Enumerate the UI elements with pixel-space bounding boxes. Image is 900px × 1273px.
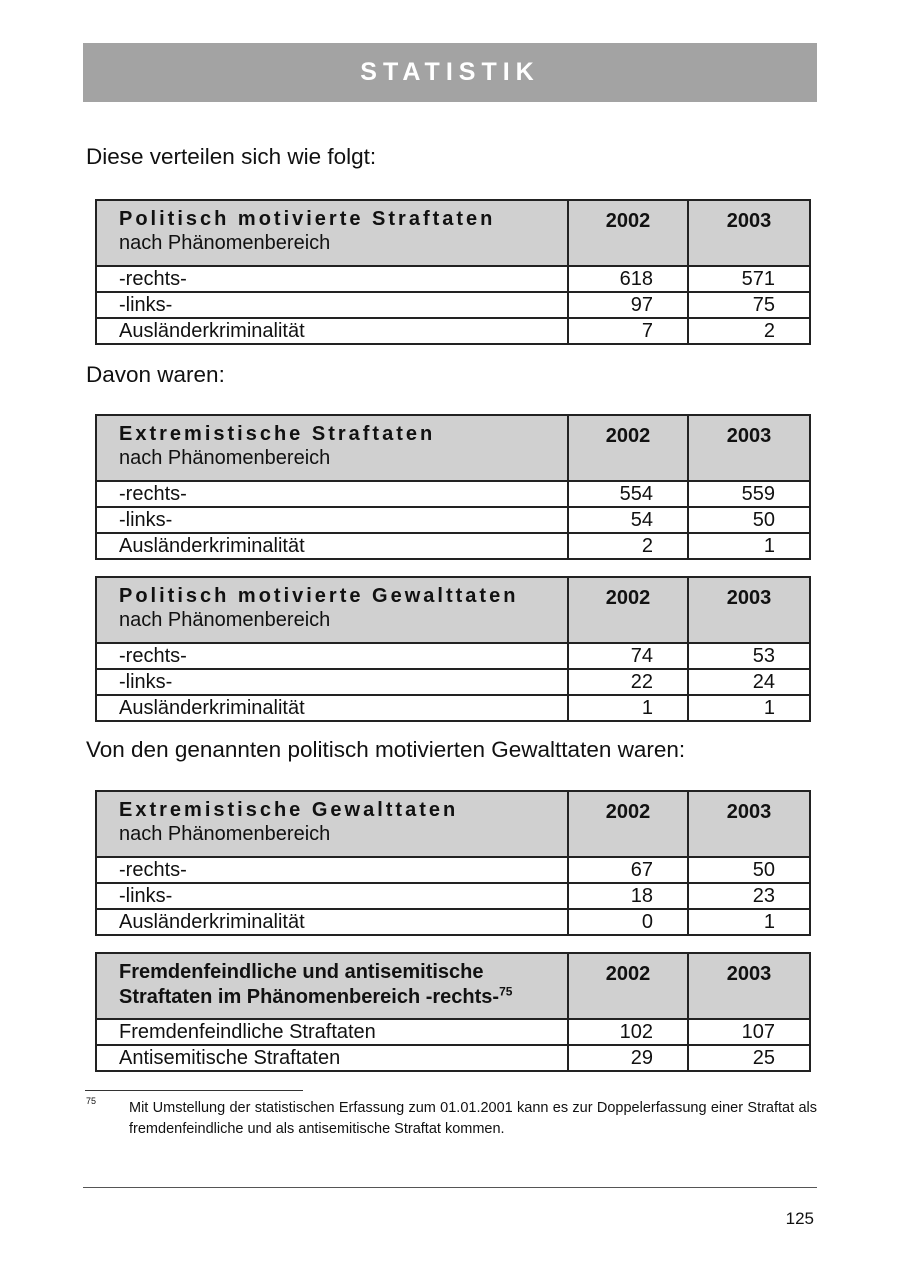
table-row — [96, 507, 810, 533]
table-row — [96, 1045, 810, 1071]
table-row — [96, 533, 810, 559]
table-row — [96, 481, 810, 507]
table-header-title-cell — [96, 577, 568, 643]
table-row — [96, 266, 810, 292]
column-header-2002: 2002 — [568, 415, 688, 481]
value-2003: 1 — [688, 533, 810, 559]
row-label: Fremdenfeindliche Straftaten — [96, 1019, 568, 1045]
value-2003: 107 — [688, 1019, 810, 1045]
value-2002: 618 — [568, 266, 688, 292]
table-title: Extremistische Straftaten — [119, 423, 436, 445]
value-2003: 1 — [688, 909, 810, 935]
column-header-2002: 2002 — [568, 200, 688, 266]
table-title-line-1: Fremdenfeindliche und antisemitische — [119, 961, 484, 983]
table-title: Extremistische Gewalttaten — [119, 799, 459, 821]
value-2003: 25 — [688, 1045, 810, 1071]
value-2003: 24 — [688, 669, 810, 695]
column-header-2003: 2003 — [688, 953, 810, 1019]
column-header-2003: 2003 — [688, 791, 810, 857]
value-2003: 50 — [688, 507, 810, 533]
footnote-reference: 75 — [499, 984, 513, 999]
table-title: Politisch motivierte Gewalttaten — [119, 585, 519, 607]
value-2003: 50 — [688, 857, 810, 883]
value-2003: 2 — [688, 318, 810, 344]
column-header-2002: 2002 — [568, 953, 688, 1019]
value-2002: 54 — [568, 507, 688, 533]
value-2002: 554 — [568, 481, 688, 507]
table-subtitle: nach Phänomenbereich — [119, 609, 331, 631]
table-row — [96, 909, 810, 935]
footnote-text: Mit Umstellung der statistischen Erfassung zum 01.01.2001 kann es zur Doppelerfassung einer Straftat als fremdenfeindliche und als antisemitische Straftat kommen. — [129, 1100, 817, 1137]
footer-rule — [83, 1187, 817, 1188]
footnote-separator — [85, 1090, 303, 1091]
value-2002: 29 — [568, 1045, 688, 1071]
table-extremistische-gewalttaten — [95, 790, 811, 936]
value-2003: 53 — [688, 643, 810, 669]
value-2002: 97 — [568, 292, 688, 318]
value-2002: 7 — [568, 318, 688, 344]
intro-paragraph-2: Davon waren: — [86, 362, 225, 387]
table-header-title-cell — [96, 953, 568, 1019]
table-title-line-2-text: Straftaten im Phänomenbereich -rechts- — [119, 986, 500, 1008]
table-extremistische-straftaten — [95, 414, 811, 560]
column-header-2003: 2003 — [688, 415, 810, 481]
table-row — [96, 669, 810, 695]
value-2002: 74 — [568, 643, 688, 669]
value-2002: 0 — [568, 909, 688, 935]
value-2002: 22 — [568, 669, 688, 695]
table-title: Politisch motivierte Straftaten — [119, 208, 496, 230]
table-row — [96, 883, 810, 909]
table-header-title-cell — [96, 791, 568, 857]
column-header-2002: 2002 — [568, 791, 688, 857]
footnote-number: 75 — [86, 1096, 97, 1106]
row-label: Ausländerkriminalität — [96, 318, 568, 344]
table-subtitle: nach Phänomenbereich — [119, 447, 331, 469]
value-2002: 102 — [568, 1019, 688, 1045]
table-politisch-motivierte-gewalttaten — [95, 576, 811, 722]
row-label: Antisemitische Straftaten — [96, 1045, 568, 1071]
table-row — [96, 643, 810, 669]
table-row — [96, 695, 810, 721]
value-2003: 1 — [688, 695, 810, 721]
row-label: -rechts- — [96, 266, 568, 292]
value-2002: 67 — [568, 857, 688, 883]
row-label: -rechts- — [96, 481, 568, 507]
table-fremdenfeindliche-antisemitische-straftaten — [95, 952, 811, 1072]
row-label: -links- — [96, 669, 568, 695]
table-row — [96, 318, 810, 344]
value-2003: 571 — [688, 266, 810, 292]
value-2003: 559 — [688, 481, 810, 507]
chapter-banner — [83, 43, 817, 102]
intro-paragraph-3: Von den genannten politisch motivierten Gewalttaten waren: — [86, 737, 686, 762]
row-label: -rechts- — [96, 643, 568, 669]
table-subtitle: nach Phänomenbereich — [119, 232, 331, 254]
row-label: Ausländerkriminalität — [96, 695, 568, 721]
table-politisch-motivierte-straftaten — [95, 199, 811, 345]
column-header-2003: 2003 — [688, 200, 810, 266]
value-2003: 23 — [688, 883, 810, 909]
row-label: Ausländerkriminalität — [96, 909, 568, 935]
table-row — [96, 1019, 810, 1045]
row-label: -links- — [96, 883, 568, 909]
table-header-title-cell — [96, 415, 568, 481]
row-label: -rechts- — [96, 857, 568, 883]
page-number: 125 — [785, 1209, 814, 1228]
intro-paragraph-1: Diese verteilen sich wie folgt: — [86, 144, 377, 169]
row-label: Ausländerkriminalität — [96, 533, 568, 559]
value-2002: 18 — [568, 883, 688, 909]
table-subtitle: nach Phänomenbereich — [119, 823, 331, 845]
row-label: -links- — [96, 292, 568, 318]
value-2002: 2 — [568, 533, 688, 559]
table-title-line-2 — [119, 985, 567, 1010]
row-label: -links- — [96, 507, 568, 533]
table-row — [96, 292, 810, 318]
value-2002: 1 — [568, 695, 688, 721]
table-row — [96, 857, 810, 883]
chapter-title: STATISTIK — [360, 58, 540, 86]
column-header-2003: 2003 — [688, 577, 810, 643]
value-2003: 75 — [688, 292, 810, 318]
table-header-title-cell — [96, 200, 568, 266]
column-header-2002: 2002 — [568, 577, 688, 643]
